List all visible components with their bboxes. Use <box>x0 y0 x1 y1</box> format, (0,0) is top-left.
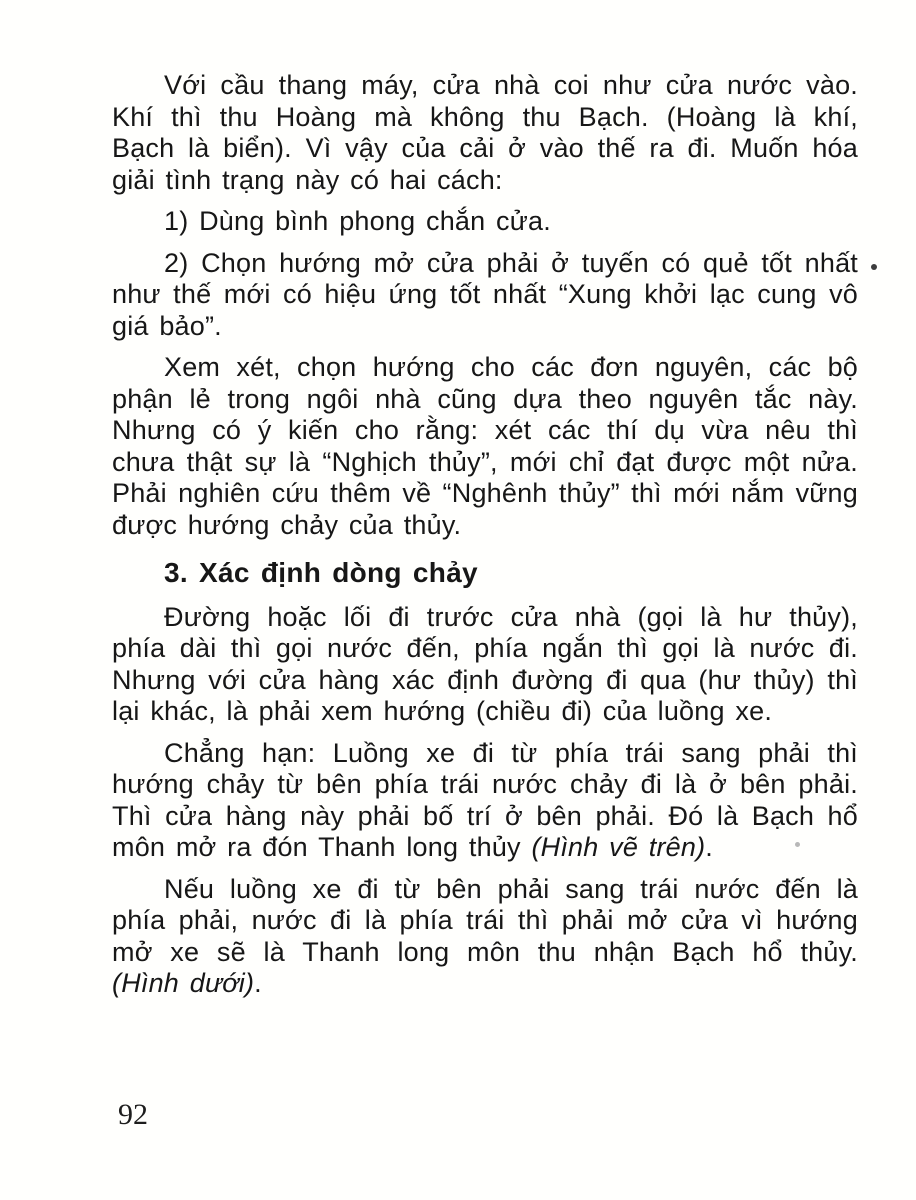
text-segment: . <box>254 968 262 998</box>
text-segment: Xem xét, chọn hướng cho các đơn nguyên, các bộ phận lẻ trong ngôi nhà cũng dựa theo nguyên tắc này. Nhưng có ý kiến cho rằng: xét các thí dụ vừa nêu thì chưa thật sự là “Nghịch thủy”, mới chỉ đạt được một nửa. Phải nghiên cứu thêm về “Nghênh thủy” thì mới nắm vững được hướng chảy của thủy. <box>112 352 858 540</box>
body-paragraph <box>112 602 858 728</box>
text-segment: Nếu luồng xe đi từ bên phải sang trái nước đến là phía phải, nước đi là phía trái thì phải mở cửa vì hướng mở xe sẽ là Thanh long môn thu nhận Bạch hổ thủy. <box>112 873 858 967</box>
text-segment: Với cầu thang máy, cửa nhà coi như cửa nước vào. Khí thì thu Hoàng mà không thu Bạch. (Hoàng là khí, Bạch là biển). Vì vậy của cải ở vào thế ra đi. Muốn hóa giải tình trạng này có hai cách: <box>112 70 858 195</box>
section-heading <box>112 557 858 589</box>
page-number: 92 <box>118 1098 148 1131</box>
page-content <box>112 70 858 1010</box>
scan-speck <box>871 264 877 270</box>
text-segment: 3. Xác định dòng chảy <box>164 557 478 588</box>
text-segment: Đường hoặc lối đi trước cửa nhà (gọi là hư thủy), phía dài thì gọi nước đến, phía ngắn thì gọi là nước đi. Nhưng với cửa hàng xác định đường đi qua (hư thủy) thì lại khác, là phải xem hướng (chiều đi) của luồng xe. <box>112 601 858 726</box>
text-segment: . <box>705 832 713 862</box>
list-item-paragraph <box>112 248 858 343</box>
scan-speck <box>795 842 800 847</box>
body-paragraph <box>112 738 858 864</box>
text-segment: Chẳng hạn: Luồng xe đi từ phía trái sang phải thì hướng chảy từ bên phía trái nước chảy đi là ở bên phải. Thì cửa hàng này phải bố trí ở bên phải. Đó là Bạch hổ môn mở ra đón Thanh long thủy <box>112 737 858 862</box>
italic-text-segment: (Hình vẽ trên) <box>531 832 706 862</box>
text-segment: 1) Dùng bình phong chắn cửa. <box>164 206 551 236</box>
list-item-paragraph <box>112 206 858 238</box>
italic-text-segment: (Hình dưới) <box>112 968 255 998</box>
text-segment: 2) Chọn hướng mở cửa phải ở tuyến có quẻ tốt nhất như thế mới có hiệu ứng tốt nhất “Xung khởi lạc cung vô giá bảo”. <box>112 247 858 341</box>
body-paragraph <box>112 70 858 196</box>
body-paragraph <box>112 352 858 541</box>
body-paragraph <box>112 874 858 1000</box>
